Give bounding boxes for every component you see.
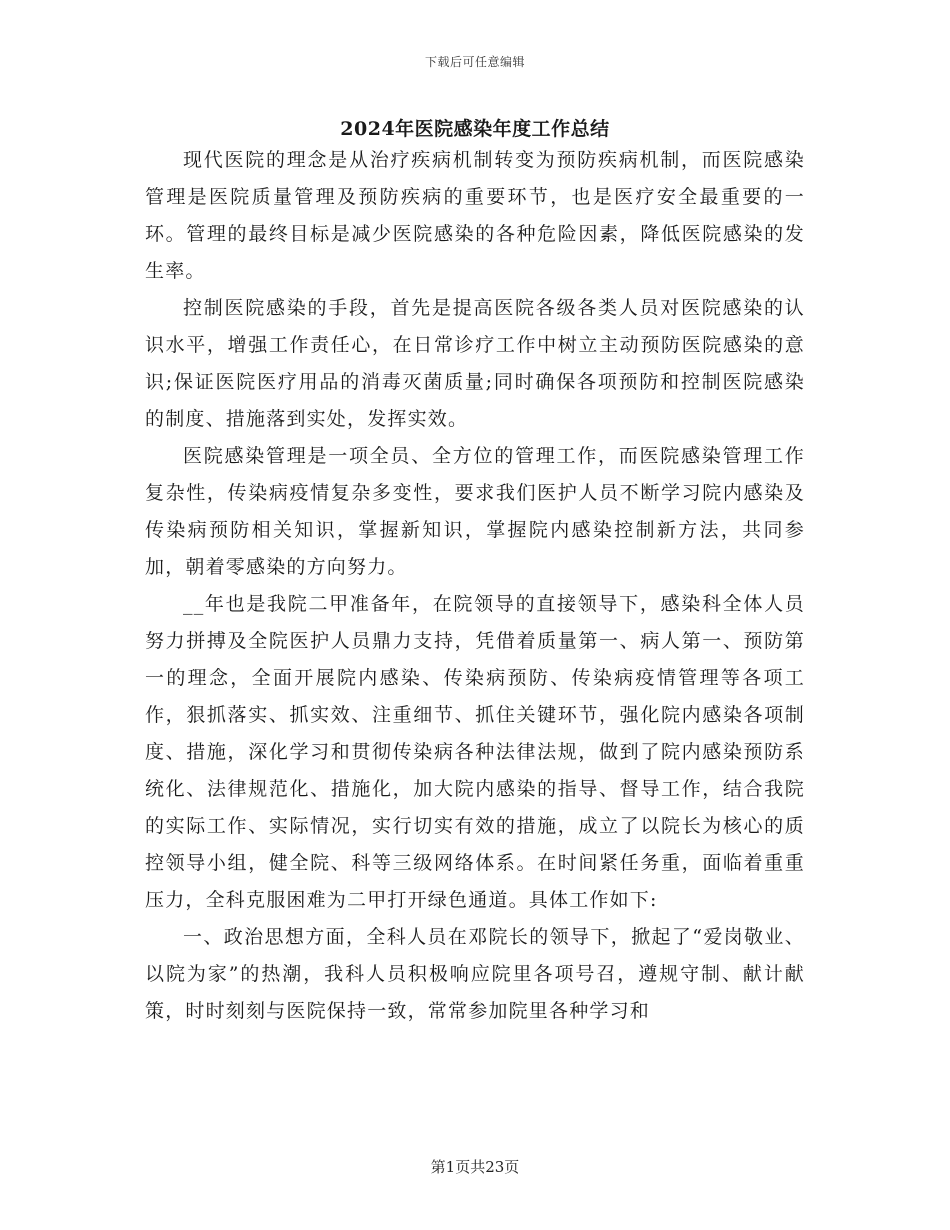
- paragraph-5: 一、政治思想方面，全科人员在邓院长的领导下，掀起了“爱岗敬业、以院为家”的热潮，我科人员积极响应院里各项号召，遵规守制、献计献策，时时刻刻与医院保持一致，常常参加院里各种学习和: [145, 926, 805, 1022]
- paragraph-3: 医院感染管理是一项全员、全方位的管理工作，而医院感染管理工作复杂性，传染病疫情复杂多变性，要求我们医护人员不断学习院内感染及传染病预防相关知识，掌握新知识，掌握院内感染控制新方法，共同参加，朝着零感染的方向努力。: [145, 445, 805, 578]
- document-body: [145, 142, 805, 1030]
- document-title: 2024年医院感染年度工作总结: [340, 118, 610, 140]
- page-number-footer: 第1页共23页: [430, 1158, 520, 1176]
- paragraph-2: 控制医院感染的手段，首先是提高医院各级各类人员对医院感染的认识水平，增强工作责任心，在日常诊疗工作中树立主动预防医院感染的意识;保证医院医疗用品的消毒灭菌质量;同时确保各项预防和控制医院感染的制度、措施落到实处，发挥实效。: [145, 297, 805, 430]
- paragraph-1: 现代医院的理念是从治疗疾病机制转变为预防疾病机制，而医院感染管理是医院质量管理及预防疾病的重要环节，也是医疗安全最重要的一环。管理的最终目标是减少医院感染的各种危险因素，降低医院感染的发生率。: [145, 149, 805, 282]
- header-note: 下载后可任意编辑: [424, 55, 525, 69]
- paragraph-4: __年也是我院二甲准备年，在院领导的直接领导下，感染科全体人员努力拼搏及全院医护人员鼎力支持，凭借着质量第一、病人第一、预防第一的理念，全面开展院内感染、传染病预防、传染病疫情管理等各项工作，狠抓落实、抓实效、注重细节、抓住关键环节，强化院内感染各项制度、措施，深化学习和贯彻传染病各种法律法规，做到了院内感染预防系统化、法律规范化、措施化，加大院内感染的指导、督导工作，结合我院的实际工作、实际情况，实行切实有效的措施，成立了以院长为核心的质控领导小组，健全院、科等三级网络体系。在时间紧任务重，面临着重重压力，全科克服困难为二甲打开绿色通道。具体工作如下:: [145, 593, 805, 911]
